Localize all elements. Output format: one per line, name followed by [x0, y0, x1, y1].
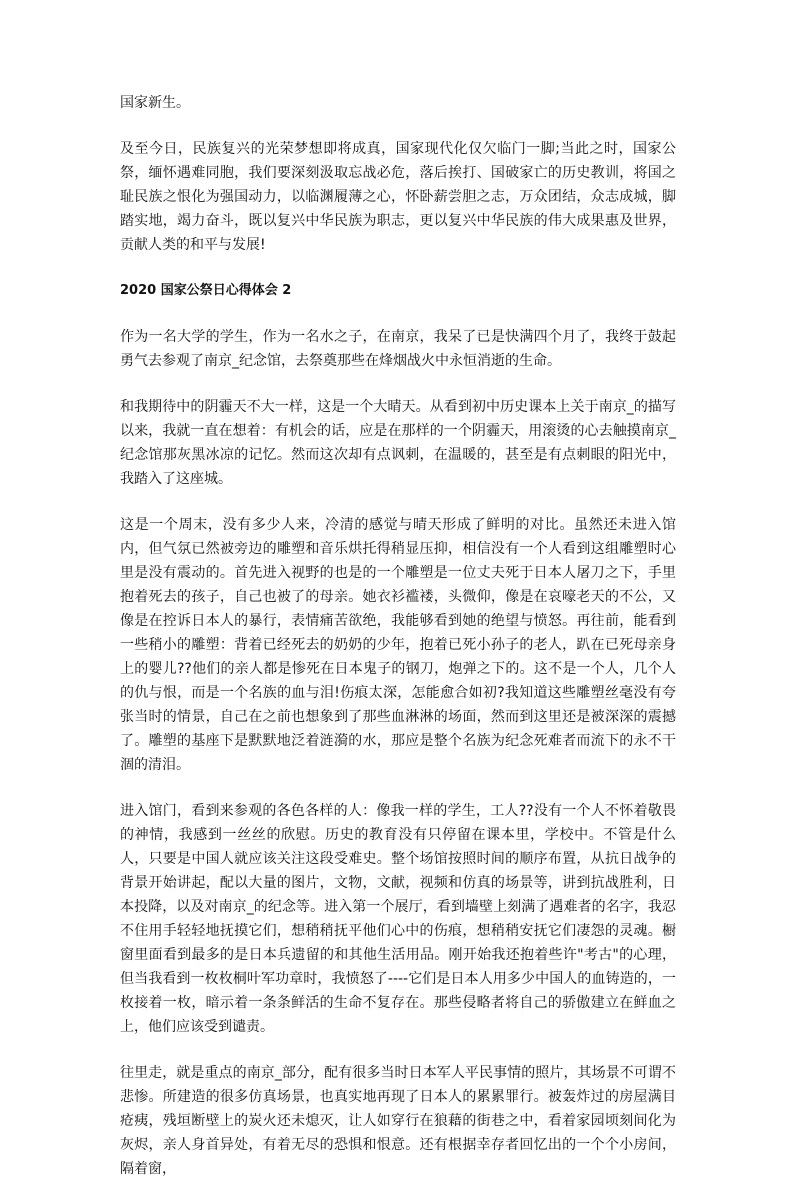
paragraph-massacre-section: 往里走，就是重点的南京_部分，配有很多当时日本军人平民事情的照片，其场景不可谓不悲惨。所建造的很多仿真场景，也真实地再现了日本人的累累罪行。被轰炸过的房屋满目疮痍，残垣断壁上的炭火还未熄灭，让人如穿行在狼藉的街巷之中，看着家园顷刻间化为灰烬，亲人身首异处，有着无尽的恐惧和恨意。还有根据幸存者回忆出的一个个小房间，隔着窗，: [120, 1065, 676, 1177]
paragraph-exhibition-hall: 进入馆门，看到来参观的各色各样的人：像我一样的学生，工人??没有一个人不怀着敬畏的神情，我感到一丝丝的欣慰。历史的教育没有只停留在课本里，学校中。不管是什么人，只要是中国人就应该关注这段受难史。整个场馆按照时间的顺序布置，从抗日战争的背景开始讲起，配以大量的图片，文物，文献，视频和仿真的场景等，讲到抗战胜利，日本投降，以及对南京_的纪念等。进入第一个展厅，看到墙壁上刻满了遇难者的名字，我忍不住用手轻轻地抚摸它们，想稍稍抚平他们心中的伤痕，想稍稍安抚它们凄怨的灵魂。橱窗里面看到最多的是日本兵遗留的和其他生活用品。刚开始我还抱着些许"考古"的心理，但当我看到一枚枚桐叶军功章时，我愤怒了----它们是日本人用多少中国人的血铸造的，一枚接着一枚，暗示着一条条鲜活的生命不复存在。那些侵略者将自己的骄傲建立在鲜血之上，他们应该受到谴责。: [120, 803, 676, 1035]
paragraph-sunny-day: 和我期待中的阴霾天不大一样，这是一个大晴天。从看到初中历史课本上关于南京_的描写以来，我就一直在想着：有机会的话，应是在那样的一个阴霾天，用滚烫的心去触摸南京_纪念馆那灰黑冰凉的记忆。然而这次却有点讽刺，在温暖的，甚至是有点刺眼的阳光中，我踏入了这座城。: [120, 399, 676, 487]
document-page: [120, 91, 676, 1203]
paragraph-student-visit: 作为一名大学的学生，作为一名水之子，在南京，我呆了已是快满四个月了，我终于鼓起勇气去参观了南京_纪念馆，去祭奠那些在烽烟战火中永恒消逝的生命。: [120, 329, 676, 369]
paragraph-national-revival: 及至今日，民族复兴的光荣梦想即将成真，国家现代化仅欠临门一脚;当此之时，国家公祭，缅怀遇难同胞，我们要深刻汲取忘战必危，落后挨打、国破家亡的历史教训，将国之耻民族之恨化为强国动力，以临渊履薄之心，怀卧薪尝胆之志，万众团结，众志成城，脚踏实地，竭力奋斗，既以复兴中华民族为职志，更以复兴中华民族的伟大成果惠及世界，贡献人类的和平与发展!: [120, 141, 676, 253]
section-heading: 2020 国家公祭日心得体会 2: [120, 283, 292, 298]
paragraph-intro-ending: 国家新生。: [120, 95, 190, 111]
paragraph-sculptures: 这是一个周末，没有多少人来，冷清的感觉与晴天形成了鲜明的对比。虽然还未进入馆内，但气氛已然被旁边的雕塑和音乐烘托得稍显压抑，相信没有一个人看到这组雕塑时心里是没有震动的。首先进入视野的也是的一个雕塑是一位丈夫死于日本人屠刀之下，手里抱着死去的孩子，自己也被了的母亲。她衣衫褴褛，头微仰，像是在哀嚎老天的不公，又像是在控诉日本人的暴行，表情痛苦欲绝，我能够看到她的绝望与愤怒。再往前，能看到一些稍小的雕塑：背着已经死去的奶奶的少年，抱着已死小孙子的老人，趴在已死母亲身上的婴儿??他们的亲人都是惨死在日本鬼子的钢刀，炮弹之下的。这不是一个人，几个人的仇与恨，而是一个名族的血与泪!伤痕太深，怎能愈合如初?我知道这些雕塑丝毫没有夸张当时的情景，自己在之前也想象到了那些血淋淋的场面，然而到这里还是被深深的震撼了。雕塑的基座下是默默地泛着涟漪的水，那应是整个名族为纪念死难者而流下的永不干涸的清泪。: [120, 517, 676, 773]
